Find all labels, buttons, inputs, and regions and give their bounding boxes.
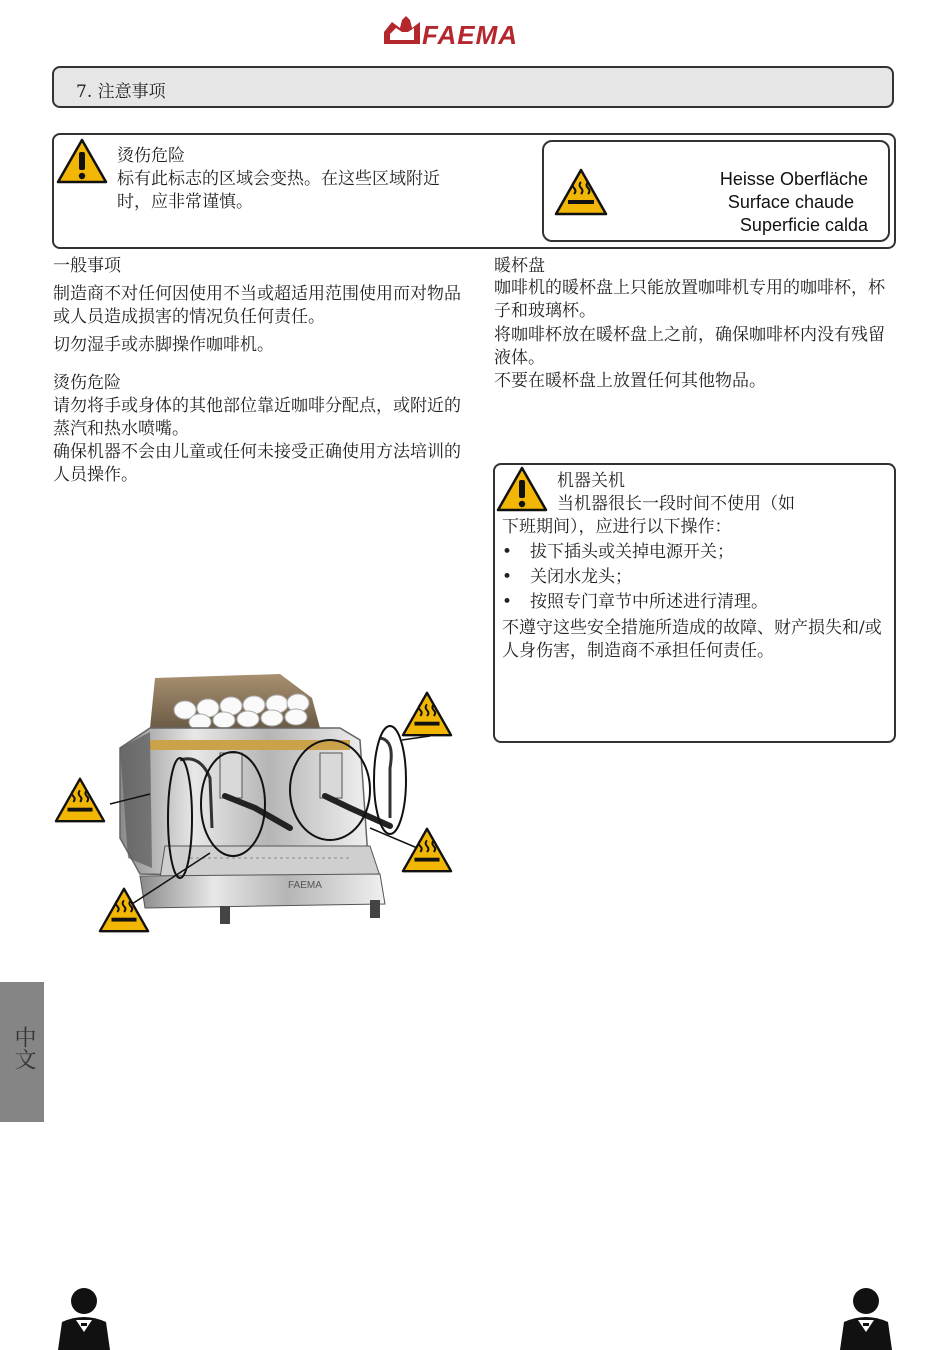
label-italian: Superficie calda [739, 215, 868, 235]
warning-exclamation-icon [496, 466, 548, 512]
cup-warmer-paragraph-2: 将咖啡杯放在暖杯盘上之前，确保咖啡杯内没有残留液体。 [494, 325, 885, 368]
list-item: • 拔下插头或关掉电源开关； [502, 542, 734, 562]
burn-paragraph-1: 请勿将手或身体的其他部位靠近咖啡分配点，或附近的蒸汽和热水喷嘴。 [53, 396, 461, 439]
language-tab[interactable] [0, 982, 44, 1122]
waiter-icon [54, 1286, 114, 1350]
general-heading: 一般事项 [53, 256, 121, 276]
burn-paragraph-2: 确保机器不会由儿童或任何未接受正确使用方法培训的人员操作。 [53, 442, 461, 485]
shutdown-list [502, 541, 882, 614]
hot-surface-icon [54, 776, 106, 824]
shutdown-intro-b: 下班期间），应进行以下操作： [502, 517, 732, 537]
label-french: Surface chaude [727, 192, 854, 212]
hot-surface-icon [554, 168, 608, 216]
hot-warning-title: 烫伤危险 [117, 146, 185, 166]
language-tab-label: 中文 [11, 1026, 36, 1070]
shutdown-heading: 机器关机 [557, 471, 625, 491]
logo-wordmark: FAEMA [422, 20, 518, 48]
cup-warmer-heading: 暖杯盘 [494, 256, 545, 276]
shutdown-intro-a: 当机器很长一段时间不使用（如 [557, 494, 795, 514]
faema-logo [380, 14, 570, 48]
shutdown-footer: 不遵守这些安全措施所造成的故障、财产损失和/或人身伤害，制造商不承担任何责任。 [502, 618, 882, 661]
label-german: Heisse Oberfläche [719, 169, 868, 189]
general-paragraph-1: 制造商不对任何因使用不当或超适用范围使用而对物品或人员造成损害的情况负任何责任。 [53, 284, 461, 327]
hot-warning-body: 标有此标志的区域会变热。在这些区域附近时，应非常谨慎。 [117, 169, 440, 212]
list-item: • 按照专门章节中所述进行清理。 [502, 592, 768, 612]
hot-surface-icon [98, 886, 150, 934]
general-paragraph-2: 切勿湿手或赤脚操作咖啡机。 [53, 335, 274, 355]
burn-heading: 烫伤危险 [53, 373, 121, 393]
warning-exclamation-icon [56, 138, 108, 184]
svg-text:FAEMA: FAEMA [288, 880, 322, 891]
cup-warmer-paragraph-1: 咖啡机的暖杯盘上只能放置咖啡机专用的咖啡杯，杯子和玻璃杯。 [494, 278, 885, 321]
section-title: 7. 注意事项 [76, 82, 166, 102]
hot-surface-icon [401, 690, 453, 738]
list-item: • 关闭水龙头； [502, 567, 632, 587]
waiter-icon [836, 1286, 896, 1350]
hot-surface-icon [401, 826, 453, 874]
cup-warmer-paragraph-3: 不要在暖杯盘上放置任何其他物品。 [494, 371, 766, 391]
section-title-bar [52, 66, 894, 108]
